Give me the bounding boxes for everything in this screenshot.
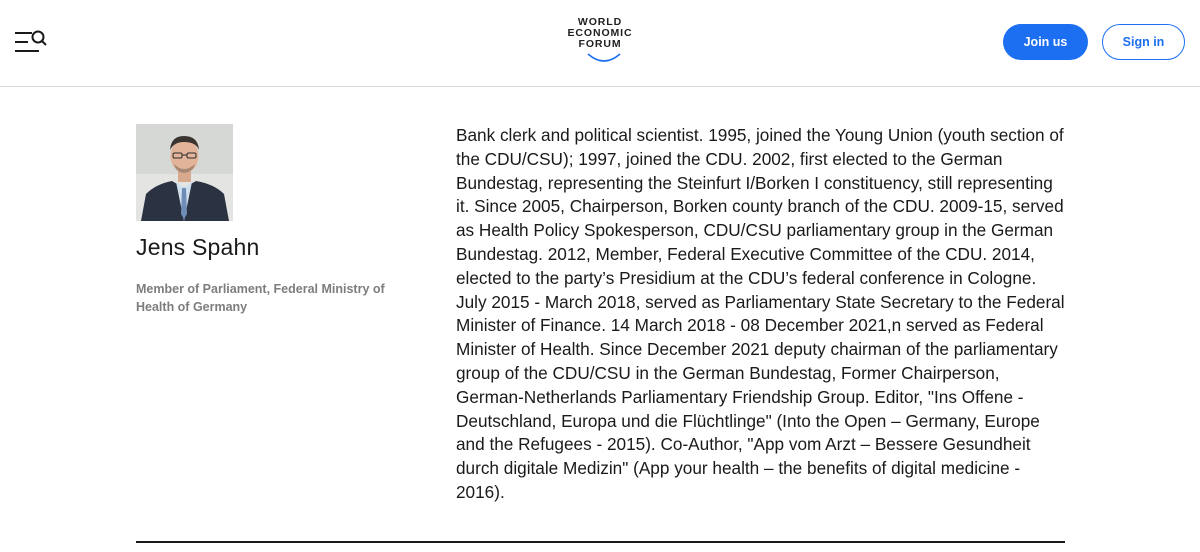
logo-line-3: FORUM bbox=[578, 38, 622, 50]
profile-bio: Bank clerk and political scientist. 1995, joined the Young Union (youth section of the CDU/CSU); 1997, joined the CDU. 2002, first elected to the German Bundestag, representing the Steinfurt I/Borken I constituency, still representing it. Since 2005, Chairperson, Borken county branch of the CDU. 2009-15, served as Health Policy Spokesperson, CDU/CSU parliamentary group in the German Bundestag. 2012, Member, Federal Executive Committee of the CDU. 2014, elected to the party’s Presidium at the CDU’s federal conference in Cologne. July 2015 - March 2018, served as Parliamentary State Secretary to the Federal Minister of Finance. 14 March 2018 - 08 December 2021,n served as Federal Minister of Health. Since December 2021 deputy chairman of the parliamentary group of the CDU/CSU in the German Bundestag, Former Chairperson, German-Netherlands Parliamentary Friendship Group. Editor, "Ins Offene - Deutschland, Europa und die Flüchtlinge" (Into the Open – Germany, Europe and the Refugees - 2015). Co-Author, "App vom Arzt – Bessere Gesundheit durch digitale Medizin" (App your health – the benefits of digital medicine - 2016). bbox=[456, 125, 1065, 502]
profile-role: Member of Parliament, Federal Ministry of Health of Germany bbox=[136, 282, 385, 314]
logo-line-2: ECONOMIC bbox=[567, 27, 633, 39]
logo-arc-icon bbox=[586, 51, 622, 65]
sign-in-button[interactable]: Sign in bbox=[1102, 24, 1185, 60]
profile-name: Jens Spahn bbox=[136, 234, 260, 260]
profile-photo bbox=[136, 124, 233, 221]
wef-logo[interactable] bbox=[554, 17, 646, 69]
logo-line-1: WORLD bbox=[577, 16, 623, 28]
section-divider bbox=[136, 541, 1065, 543]
menu-search-icon[interactable] bbox=[12, 28, 48, 56]
join-us-button[interactable]: Join us bbox=[1003, 24, 1088, 60]
site-header bbox=[0, 0, 1200, 87]
